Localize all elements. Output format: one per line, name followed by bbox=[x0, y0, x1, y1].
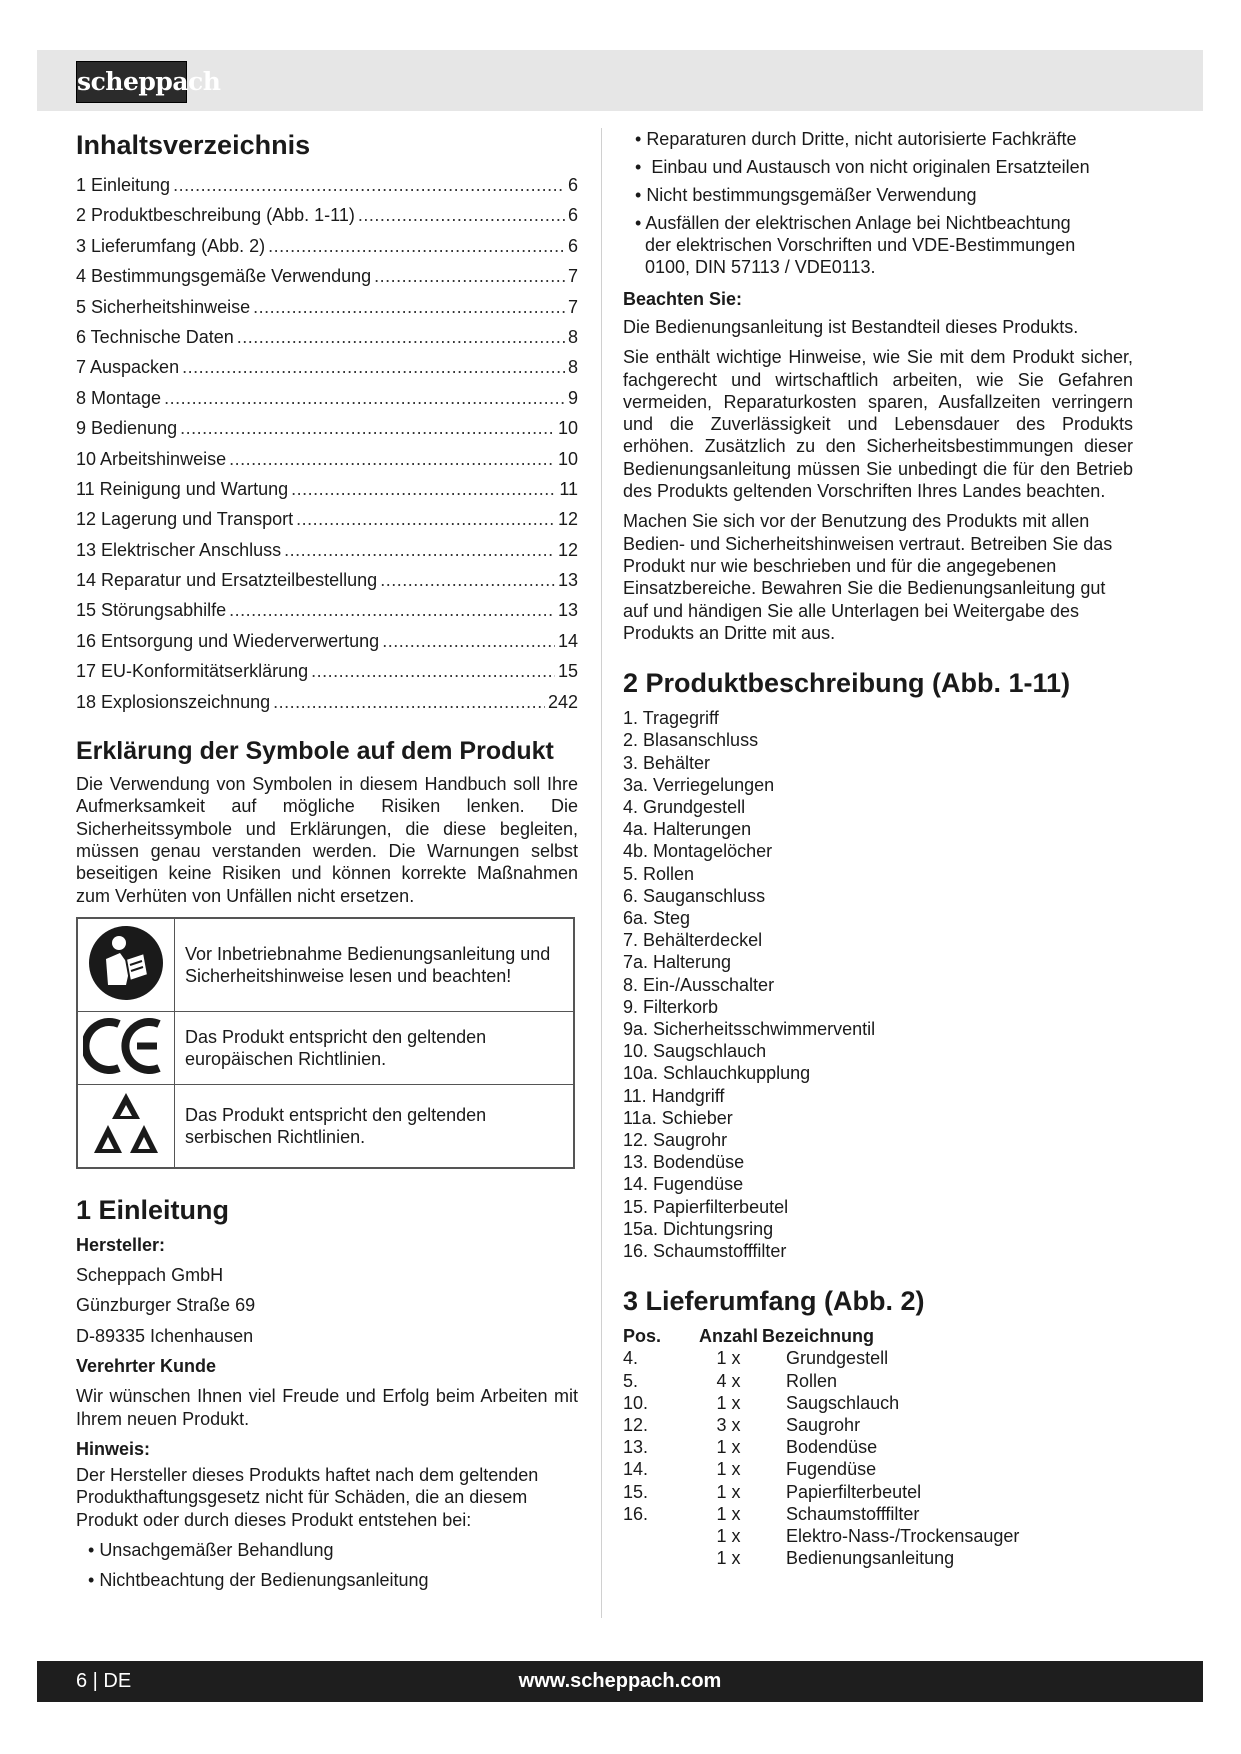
list-item: • Unsachgemäßer Behandlung bbox=[88, 1539, 334, 1560]
read-manual-icon bbox=[77, 918, 175, 1012]
toc-entry-page: 242 bbox=[547, 691, 578, 712]
toc-entry-page: 12 bbox=[557, 539, 578, 560]
toc-entry-page: 11 bbox=[559, 478, 578, 499]
toc-entry-page: 9 bbox=[567, 387, 578, 408]
part-item: 4b. Montagelöcher bbox=[623, 841, 773, 862]
toc-leader bbox=[180, 413, 555, 443]
part-item: 7a. Halterung bbox=[623, 952, 732, 973]
manufacturer-line: Günzburger Straße 69 bbox=[76, 1295, 256, 1316]
part-item: 15. Papierfilterbeutel bbox=[623, 1196, 789, 1217]
pos-cell: 10. bbox=[623, 1392, 649, 1413]
toc-entry-page: 7 bbox=[567, 266, 578, 287]
toc-entry-title: 10 Arbeitshinweise bbox=[76, 448, 227, 469]
toc-entry-page: 8 bbox=[567, 326, 578, 347]
part-item: 6. Sauganschluss bbox=[623, 885, 766, 906]
toc-entry-page: 6 bbox=[567, 205, 578, 226]
note-label: Hinweis: bbox=[76, 1438, 151, 1459]
symbol-row bbox=[77, 1012, 574, 1085]
manufacturer-label: Hersteller: bbox=[76, 1234, 166, 1255]
part-item: 10. Saugschlauch bbox=[623, 1041, 767, 1062]
toc-entry-title: 7 Auspacken bbox=[76, 357, 180, 378]
toc-entry-title: 17 EU-Konformitätserklärung bbox=[76, 661, 309, 682]
part-item: 16. Schaumstofffilter bbox=[623, 1241, 787, 1262]
toc-entry bbox=[76, 626, 578, 656]
name-cell: Grundgestell bbox=[786, 1348, 889, 1369]
qty-cell: 1 x bbox=[716, 1392, 741, 1413]
toc-entry-page: 10 bbox=[557, 418, 578, 439]
toc-title: Inhaltsverzeichnis bbox=[76, 130, 311, 160]
intro-title: 1 Einleitung bbox=[76, 1194, 230, 1225]
symbol-text: Das Produkt entspricht den geltenden europäischen Richtlinien. bbox=[175, 1012, 575, 1085]
toc-leader bbox=[268, 231, 565, 261]
list-item: • Einbau und Austausch von nicht originalen Ersatzteilen bbox=[635, 157, 1090, 177]
ce-mark-icon bbox=[77, 1012, 175, 1085]
toc-leader bbox=[382, 626, 555, 656]
part-item: 4. Grundgestell bbox=[623, 796, 746, 817]
toc-entry-title: 15 Störungsabhilfe bbox=[76, 600, 227, 621]
toc-entry bbox=[76, 170, 578, 200]
toc-entry bbox=[76, 474, 578, 504]
column-header: Pos. bbox=[623, 1326, 662, 1347]
toc-entry-title: 18 Explosionszeichnung bbox=[76, 691, 271, 712]
toc-entry bbox=[76, 535, 578, 565]
toc-entry-title: 4 Bestimmungsgemäße Verwendung bbox=[76, 266, 372, 287]
manufacturer-line: Scheppach GmbH bbox=[76, 1264, 224, 1285]
toc-entry-title: 1 Einleitung bbox=[76, 175, 171, 195]
manufacturer-line: D-89335 Ichenhausen bbox=[76, 1325, 254, 1346]
parts-list bbox=[623, 707, 1133, 1262]
toc-entry-page: 6 bbox=[567, 175, 578, 195]
toc-entry-page: 15 bbox=[557, 661, 578, 682]
delivery-table bbox=[623, 1325, 1019, 1569]
toc-entry bbox=[76, 261, 578, 291]
table-row bbox=[623, 1370, 1019, 1392]
toc-entry-title: 2 Produktbeschreibung (Abb. 1-11) bbox=[76, 205, 355, 226]
toc-leader bbox=[284, 535, 555, 565]
list-item: • Nichtbeachtung der Bedienungsanleitung bbox=[88, 1569, 429, 1590]
table-row bbox=[623, 1392, 1019, 1414]
part-item: 15a. Dichtungsring bbox=[623, 1218, 774, 1239]
toc-leader bbox=[253, 292, 565, 322]
observe-text: Sie enthält wichtige Hinweise, wie Sie mit dem Produkt sicher, fachgerecht und wirtschaftlich arbeiten, wie Sie Gefahren vermeiden, Reparaturkosten sparen, Ausfallzeiten verringern und die Zuverlässigkeit und Lebensdauer des Produkts erhöhen. Zusätzlich zu den Sicherheitsbestimmungen dieser Bedienungsanleitung müssen Sie unbedingt die für den Betrieb des Produkts geltenden Vorschriften Ihres Landes beachten. bbox=[623, 347, 1133, 502]
part-item: 11a. Schieber bbox=[623, 1107, 733, 1128]
table-row bbox=[623, 1503, 1019, 1525]
toc-entry-title: 3 Lieferumfang (Abb. 2) bbox=[76, 235, 266, 256]
pos-cell: 14. bbox=[623, 1459, 649, 1480]
toc-leader bbox=[358, 200, 565, 230]
table-row bbox=[623, 1347, 1019, 1369]
right-column bbox=[623, 128, 1133, 1569]
toc-leader bbox=[237, 322, 565, 352]
toc-leader bbox=[291, 474, 556, 504]
qty-cell: 1 x bbox=[716, 1526, 741, 1547]
part-item: 14. Fugendüse bbox=[623, 1174, 744, 1195]
qty-cell: 1 x bbox=[716, 1503, 741, 1524]
bullet-list bbox=[623, 128, 1133, 278]
delivery-title: 3 Lieferumfang (Abb. 2) bbox=[623, 1286, 925, 1317]
observe-text: Machen Sie sich vor der Benutzung des Produkts mit allen Bedien- und Sicherheitshinweisen vertraut. Betreiben Sie das Produkt nur wie beschrieben und für die angegebenen Einsatzbereiche. Bewahren Sie die Bedienungsanleitung gut auf und händigen Sie alle Unterlagen bei Weitergabe des Produkts an Dritte mit aus. bbox=[623, 511, 1113, 643]
toc-leader bbox=[374, 261, 565, 291]
name-cell: Elektro-Nass-/Trockensauger bbox=[786, 1526, 1020, 1547]
pos-cell: 4. bbox=[623, 1348, 639, 1369]
part-item: 9. Filterkorb bbox=[623, 996, 719, 1017]
pos-cell bbox=[623, 1547, 699, 1569]
table-row bbox=[623, 1458, 1019, 1480]
toc-leader bbox=[229, 444, 555, 474]
observe-label: Beachten Sie: bbox=[623, 289, 743, 309]
pos-cell: 16. bbox=[623, 1503, 649, 1524]
qty-cell: 1 x bbox=[716, 1548, 741, 1569]
toc-entry bbox=[76, 687, 578, 717]
toc-leader bbox=[296, 504, 555, 534]
toc-entry bbox=[76, 352, 578, 382]
part-item: 10a. Schlauchkupplung bbox=[623, 1063, 811, 1084]
toc-leader bbox=[164, 383, 565, 413]
symbols-title: Erklärung der Symbole auf dem Produkt bbox=[76, 737, 554, 766]
toc-leader bbox=[229, 595, 555, 625]
column-header: Bezeichnung bbox=[762, 1326, 875, 1347]
customer-text: Wir wünschen Ihnen viel Freude und Erfolg beim Arbeiten mit Ihrem neuen Produkt. bbox=[76, 1386, 578, 1429]
toc-leader bbox=[173, 170, 565, 200]
toc-entry bbox=[76, 292, 578, 322]
observe-text: Die Bedienungsanleitung ist Bestandteil dieses Produkts. bbox=[623, 317, 1079, 337]
left-column bbox=[76, 128, 578, 1599]
part-item: 13. Bodendüse bbox=[623, 1152, 745, 1173]
pos-cell: 5. bbox=[623, 1370, 639, 1391]
website-link[interactable]: www.scheppach.com bbox=[518, 1670, 722, 1692]
bullet-list bbox=[76, 1539, 578, 1591]
toc-entry-page: 10 bbox=[557, 448, 578, 469]
toc-entry-page: 14 bbox=[557, 630, 578, 651]
name-cell: Fugendüse bbox=[786, 1459, 877, 1480]
name-cell: Schaumstofffilter bbox=[786, 1503, 920, 1524]
name-cell: Bodendüse bbox=[786, 1437, 878, 1458]
table-row bbox=[623, 1481, 1019, 1503]
name-cell: Rollen bbox=[786, 1370, 838, 1391]
pos-cell: 12. bbox=[623, 1415, 649, 1436]
name-cell: Papierfilterbeutel bbox=[786, 1481, 922, 1502]
note-text: Der Hersteller dieses Produkts haftet nach dem geltenden Produkthaftungsgesetz nicht für Schäden, die an diesem Produkt oder durch dieses Produkt entstehen bei: bbox=[76, 1464, 539, 1530]
qty-cell: 3 x bbox=[716, 1415, 741, 1436]
name-cell: Saugschlauch bbox=[786, 1392, 900, 1413]
part-item: 3. Behälter bbox=[623, 752, 711, 773]
qty-cell: 1 x bbox=[716, 1348, 741, 1369]
customer-label: Verehrter Kunde bbox=[76, 1356, 217, 1377]
toc-leader bbox=[182, 352, 565, 382]
toc-leader bbox=[380, 565, 555, 595]
toc-entry-title: 5 Sicherheitshinweise bbox=[76, 296, 251, 317]
page-number: 6 | DE bbox=[76, 1670, 132, 1692]
part-item: 11. Handgriff bbox=[623, 1085, 725, 1106]
toc-entry bbox=[76, 231, 578, 261]
qty-cell: 4 x bbox=[716, 1370, 741, 1391]
toc-entry bbox=[76, 595, 578, 625]
part-item: 3a. Verriegelungen bbox=[623, 774, 775, 795]
pos-cell bbox=[623, 1525, 699, 1547]
symbol-row bbox=[77, 1085, 574, 1168]
description-title: 2 Produktbeschreibung (Abb. 1-11) bbox=[623, 668, 1071, 699]
toc-entry-title: 8 Montage bbox=[76, 387, 162, 408]
page-footer bbox=[37, 1661, 1203, 1702]
toc-entry-page: 13 bbox=[557, 570, 578, 591]
symbol-text: Das Produkt entspricht den geltenden serbischen Richtlinien. bbox=[175, 1085, 575, 1168]
toc-entry-page: 12 bbox=[557, 509, 578, 530]
name-cell: Saugrohr bbox=[786, 1415, 861, 1436]
toc-entry bbox=[76, 656, 578, 686]
part-item: 12. Saugrohr bbox=[623, 1130, 728, 1151]
part-item: 4a. Halterungen bbox=[623, 819, 752, 840]
part-item: 1. Tragegriff bbox=[623, 708, 719, 729]
serbian-conformity-icon bbox=[77, 1085, 175, 1168]
column-header: Anzahl bbox=[699, 1326, 759, 1347]
table-row bbox=[623, 1525, 1019, 1547]
toc-entry-title: 16 Entsorgung und Wiederverwertung bbox=[76, 630, 380, 651]
symbol-text: Vor Inbetriebnahme Bedienungsanleitung und Sicherheitshinweise lesen und beachten! bbox=[175, 918, 575, 1012]
toc-entry bbox=[76, 413, 578, 443]
part-item: 2. Blasanschluss bbox=[623, 730, 759, 751]
toc-entry bbox=[76, 322, 578, 352]
qty-cell: 1 x bbox=[716, 1437, 741, 1458]
qty-cell: 1 x bbox=[716, 1481, 741, 1502]
pos-cell: 13. bbox=[623, 1437, 649, 1458]
toc-entry-page: 7 bbox=[567, 296, 578, 317]
pos-cell: 15. bbox=[623, 1481, 649, 1502]
toc-entry-title: 14 Reparatur und Ersatzteilbestellung bbox=[76, 570, 378, 591]
symbols-intro: Die Verwendung von Symbolen in diesem Handbuch soll Ihre Aufmerksamkeit auf mögliche Risiken lenken. Die Sicherheitssymbole und Erklärungen, die diese begleiten, müssen genau verstanden werden. Die Warnungen selbst beseitigen keine Risiken und können korrekte Maßnahmen zum Verhüten von Unfällen nicht ersetzen. bbox=[76, 774, 578, 906]
toc-entry-page: 13 bbox=[557, 600, 578, 621]
name-cell: Bedienungsanleitung bbox=[786, 1548, 955, 1569]
toc-entry-title: 12 Lagerung und Transport bbox=[76, 509, 294, 530]
column-divider bbox=[601, 128, 602, 1618]
table-row bbox=[623, 1436, 1019, 1458]
list-item: • Nicht bestimmungsgemäßer Verwendung bbox=[635, 185, 977, 205]
toc-entry-page: 6 bbox=[567, 235, 578, 256]
part-item: 7. Behälterdeckel bbox=[623, 930, 763, 951]
list-item: • Reparaturen durch Dritte, nicht autorisierte Fachkräfte bbox=[635, 129, 1077, 149]
toc-leader bbox=[311, 656, 555, 686]
toc-entry bbox=[76, 504, 578, 534]
brand-logo: scheppach bbox=[76, 61, 187, 103]
toc-entry bbox=[76, 444, 578, 474]
toc-entry-page: 8 bbox=[567, 357, 578, 378]
toc-entry bbox=[76, 200, 578, 230]
toc-list bbox=[76, 170, 578, 717]
table-header-row bbox=[623, 1325, 1019, 1347]
list-item: • Ausfällen der elektrischen Anlage bei Nichtbeachtung der elektrischen Vorschriften und VDE-Bestimmungen 0100, DIN 57113 / VDE0113. bbox=[635, 213, 1076, 277]
part-item: 9a. Sicherheitsschwimmerventil bbox=[623, 1019, 876, 1039]
toc-entry bbox=[76, 565, 578, 595]
toc-leader bbox=[273, 687, 545, 717]
qty-cell: 1 x bbox=[716, 1459, 741, 1480]
toc-entry-title: 13 Elektrischer Anschluss bbox=[76, 539, 282, 560]
toc-entry-title: 6 Technische Daten bbox=[76, 326, 234, 347]
toc-entry-title: 11 Reinigung und Wartung bbox=[76, 478, 289, 499]
table-row bbox=[623, 1547, 1019, 1569]
symbols-table bbox=[76, 917, 575, 1169]
toc-entry bbox=[76, 383, 578, 413]
symbol-row bbox=[77, 918, 574, 1012]
part-item: 8. Ein-/Ausschalter bbox=[623, 974, 775, 995]
part-item: 5. Rollen bbox=[623, 863, 695, 884]
toc-entry-title: 9 Bedienung bbox=[76, 418, 178, 439]
table-row bbox=[623, 1414, 1019, 1436]
part-item: 6a. Steg bbox=[623, 907, 691, 928]
